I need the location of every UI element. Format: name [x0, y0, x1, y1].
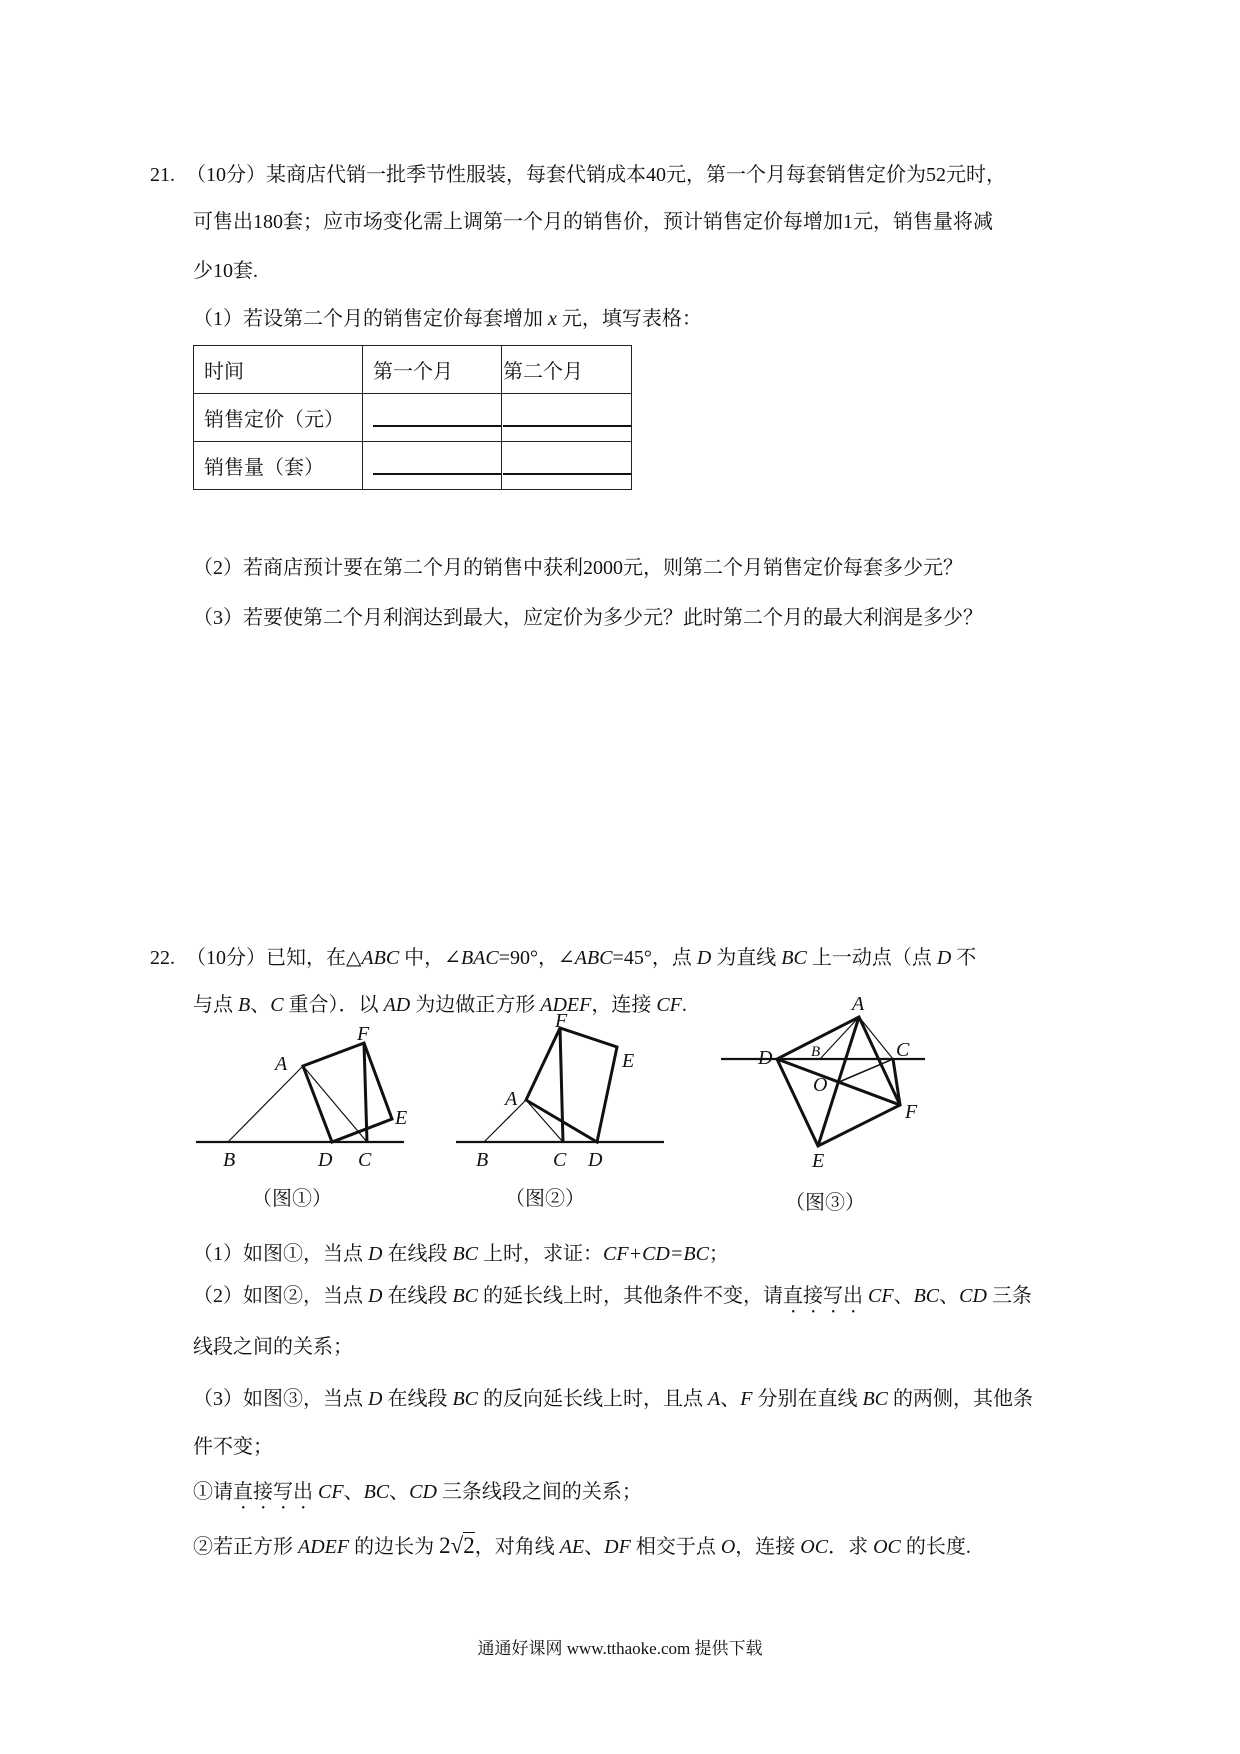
table-header-time: 时间 — [194, 346, 363, 394]
emphasis-text: 直接写出 — [233, 1481, 313, 1503]
text: 、 — [389, 1481, 410, 1503]
label-b: B — [223, 1149, 236, 1170]
blank-cell[interactable] — [502, 442, 632, 490]
text: 、 — [250, 994, 271, 1016]
q22-sub2 — [193, 1532, 971, 1561]
math: CF+CD=BC — [603, 1243, 709, 1265]
q22-part2 — [193, 1282, 1032, 1318]
text: 相交于点 — [630, 1536, 721, 1558]
segment-ba — [228, 1066, 303, 1142]
q21-part1 — [193, 305, 702, 333]
text: ②若正方形 — [193, 1536, 298, 1558]
math: B — [238, 994, 251, 1016]
math: BC — [452, 1285, 479, 1307]
table-row-label-price: 销售定价（元） — [194, 394, 363, 442]
q21-line3: 少10套. — [193, 260, 258, 282]
q21-part1-var: x — [548, 308, 557, 330]
table-row — [194, 442, 632, 490]
text: ①请 — [193, 1481, 233, 1503]
text: 中，∠ — [399, 947, 461, 969]
text: 重合）．以 — [283, 994, 384, 1016]
q22-line1 — [186, 944, 976, 972]
label-o: O — [813, 1074, 828, 1096]
footer-watermark: 通通好课网 www.tthaoke.com 提供下载 — [477, 1639, 763, 1658]
q22-part3-line2: 件不变； — [193, 1436, 273, 1458]
text: 上一动点（点 — [806, 947, 937, 969]
label-a: A — [275, 1053, 288, 1075]
text: （3）如图③，当点 — [193, 1388, 368, 1410]
label-b: B — [476, 1149, 489, 1170]
answer-blank[interactable] — [503, 451, 631, 475]
label-f: F — [555, 1010, 568, 1032]
text: 分别在直线 — [752, 1388, 863, 1410]
text: ，连接 — [735, 1536, 801, 1558]
q21-part2: （2）若商店预计要在第二个月的销售中获利2000元，则第二个月销售定价每套多少元？ — [193, 557, 963, 579]
label-a: A — [505, 1088, 518, 1110]
figure-2 — [450, 1010, 670, 1170]
blank-cell[interactable] — [363, 394, 502, 442]
math: ABC — [574, 947, 613, 969]
text: =45°，点 — [612, 947, 697, 969]
label-e: E — [622, 1050, 635, 1072]
segment-ac — [303, 1066, 367, 1142]
label-c: C — [553, 1149, 567, 1170]
text: 、 — [939, 1285, 960, 1307]
table-row — [194, 346, 632, 394]
math: D — [936, 947, 952, 969]
table-header-month1: 第一个月 — [363, 346, 502, 394]
math: BC — [781, 947, 807, 969]
text: （2）如图②，当点 — [193, 1285, 368, 1307]
table-row — [194, 394, 632, 442]
math: CD — [959, 1285, 987, 1307]
text: 为边做正方形 — [410, 994, 541, 1016]
text: 、 — [343, 1481, 364, 1503]
q22-sub1 — [193, 1478, 642, 1514]
label-e: E — [395, 1107, 408, 1129]
q21-number: 21. — [150, 164, 175, 186]
text: 的两侧，其他条 — [888, 1388, 1034, 1410]
answer-blank[interactable] — [503, 403, 631, 427]
math: 2 — [463, 1533, 475, 1558]
math: CF — [656, 994, 682, 1016]
answer-blank[interactable] — [373, 403, 501, 427]
q22-part1 — [193, 1240, 729, 1268]
math: BC — [913, 1285, 940, 1307]
table-row-label-quantity: 销售量（套） — [194, 442, 363, 490]
text: 在线段 — [382, 1285, 453, 1307]
label-c: C — [896, 1039, 910, 1061]
table-header-month2: 第二个月 — [502, 346, 632, 394]
label-a: A — [852, 995, 865, 1015]
q21-part1-post: 元，填写表格： — [556, 308, 702, 330]
segment-cf — [560, 1028, 563, 1142]
text: 为直线 — [711, 947, 782, 969]
text: 的反向延长线上时，且点 — [478, 1388, 709, 1410]
text: ，对角线 — [474, 1536, 560, 1558]
text: 在线段 — [382, 1388, 453, 1410]
q21-part3: （3）若要使第二个月利润达到最大，应定价为多少元？此时第二个月的最大利润是多少？ — [193, 607, 983, 629]
figure-3 — [715, 995, 935, 1170]
math: 2 — [439, 1533, 451, 1558]
square-adef — [526, 1028, 617, 1142]
text: =90°，∠ — [498, 947, 575, 969]
label-f: F — [905, 1101, 918, 1123]
math: D — [696, 947, 712, 969]
blank-cell[interactable] — [502, 394, 632, 442]
text: 三条 — [986, 1285, 1032, 1307]
math: ADEF — [298, 1536, 350, 1558]
sqrt-expression — [439, 1532, 475, 1558]
text: （1）如图①，当点 — [193, 1243, 368, 1265]
math: OC — [873, 1536, 901, 1558]
text: 不 — [951, 947, 977, 969]
text: ，连接 — [591, 994, 657, 1016]
label-b: B — [811, 1044, 821, 1060]
math: CD — [409, 1481, 437, 1503]
q22-number: 22. — [150, 947, 175, 969]
math: BC — [363, 1481, 390, 1503]
text: 的延长线上时，其他条件不变，请 — [478, 1285, 784, 1307]
text: （10分）已知，在△ — [186, 947, 362, 969]
label-d: D — [588, 1149, 603, 1170]
math: OC — [800, 1536, 829, 1558]
math: D — [368, 1388, 383, 1410]
label-e: E — [812, 1150, 825, 1170]
q21-part1-pre: （1）若设第二个月的销售定价每套增加 — [193, 308, 548, 330]
math: D — [368, 1285, 383, 1307]
math: CF — [318, 1481, 344, 1503]
q21-line2: 可售出180套；应市场变化需上调第一个月的销售价，预计销售定价每增加1元，销售量将减 — [193, 211, 993, 233]
caption-fig2: （图②） — [505, 1188, 585, 1210]
math: AD — [383, 994, 411, 1016]
figure-1 — [190, 1020, 410, 1170]
emphasis-text: 直接写出 — [783, 1285, 864, 1307]
answer-blank[interactable] — [373, 451, 501, 475]
math: C — [270, 994, 284, 1016]
math: CF — [868, 1285, 894, 1307]
label-c: C — [358, 1149, 372, 1170]
text: 上时，求证： — [478, 1243, 604, 1265]
text: 三条线段之间的关系； — [436, 1481, 642, 1503]
math: AE — [559, 1536, 585, 1558]
text: . — [681, 994, 687, 1016]
text: 与点 — [193, 994, 238, 1016]
segment-cf — [364, 1043, 367, 1142]
q21-line1: （10分）某商店代销一批季节性服装，每套代销成本40元，第一个月每套销售定价为52元时， — [186, 164, 1006, 186]
text: 的边长为 — [349, 1536, 440, 1558]
blank-cell[interactable] — [363, 442, 502, 490]
math: BC — [452, 1388, 479, 1410]
q22-part3 — [193, 1385, 1033, 1413]
label-d: D — [318, 1149, 333, 1170]
math: BC — [452, 1243, 479, 1265]
math: BC — [862, 1388, 889, 1410]
math: ADEF — [540, 994, 592, 1016]
math: BAC — [460, 947, 499, 969]
caption-fig1: （图①） — [252, 1188, 332, 1210]
square-adef — [303, 1043, 392, 1142]
math: DF — [604, 1536, 631, 1558]
text: 、 — [720, 1388, 741, 1410]
text: 的长度. — [900, 1536, 971, 1558]
text: ； — [708, 1243, 729, 1265]
math: A — [708, 1388, 721, 1410]
caption-fig3: （图③） — [785, 1192, 865, 1214]
text: ．求 — [828, 1536, 874, 1558]
math: O — [720, 1536, 736, 1558]
label-f: F — [357, 1023, 370, 1045]
text: 、 — [893, 1285, 914, 1307]
segment-ac — [526, 1100, 563, 1142]
sqrt-sign: √ — [450, 1533, 464, 1558]
text: 在线段 — [382, 1243, 453, 1265]
label-d: D — [758, 1047, 773, 1069]
q22-part2-line2: 线段之间的关系； — [193, 1336, 353, 1358]
math: D — [368, 1243, 383, 1265]
math: F — [740, 1388, 753, 1410]
math: ABC — [361, 947, 400, 969]
text: 、 — [584, 1536, 605, 1558]
q21-fill-table — [193, 345, 632, 490]
